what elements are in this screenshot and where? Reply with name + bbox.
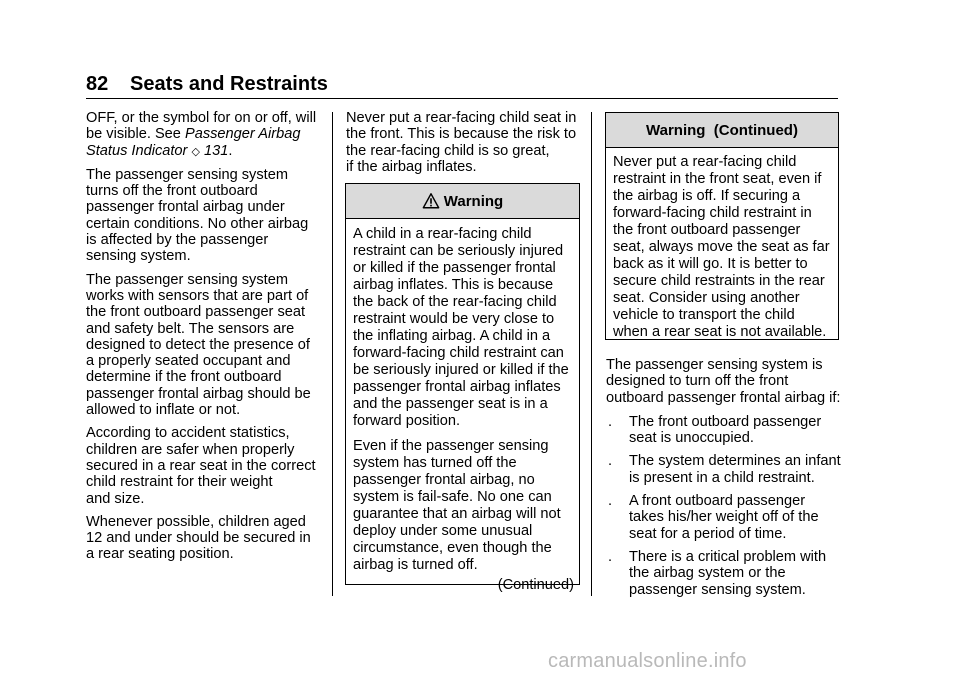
text-line: passenger sensing system. xyxy=(629,581,806,598)
text-line: allowed to inflate or not. xyxy=(86,402,241,419)
text-line: outboard passenger frontal airbag if: xyxy=(606,389,841,406)
text-line: passenger frontal airbag should be xyxy=(86,385,311,402)
text-line: A child in a rear-facing child xyxy=(353,226,532,242)
text-line: when a rear seat is not available. xyxy=(613,324,827,340)
text-line: works with sensors that are part of xyxy=(86,287,309,304)
watermark: carmanualsonline.info xyxy=(548,650,747,672)
text-line: is present in a child restraint. xyxy=(629,469,815,486)
text-line: if the airbag inflates. xyxy=(346,158,477,175)
warning-paragraph xyxy=(613,154,831,341)
text-line: The passenger sensing system is xyxy=(606,357,823,373)
warning-box xyxy=(345,183,580,593)
text-line: children are safer when properly xyxy=(86,441,295,458)
list-item-text xyxy=(629,493,819,542)
list-item xyxy=(606,453,842,486)
warning-icon xyxy=(422,192,440,210)
text-line: OFF, or the symbol for on or off, will xyxy=(86,110,317,126)
page-number: 82 xyxy=(86,73,109,95)
text-line: the rear-facing child is so great, xyxy=(346,142,550,159)
text-line: forward-facing child restraint in xyxy=(613,205,812,221)
text-line xyxy=(86,143,322,160)
text-line: vehicle to transport the child xyxy=(613,307,795,323)
text-line: designed to detect the presence of xyxy=(86,336,310,353)
text-line: the back of the rear-facing child xyxy=(353,294,557,310)
text-line: airbag is turned off. xyxy=(353,557,478,573)
text-line: The passenger sensing system xyxy=(86,271,288,288)
column-2 xyxy=(346,110,582,182)
text-line: secure child restraints in the rear xyxy=(613,273,825,289)
text-line: system has turned off the xyxy=(353,455,517,471)
text-line: There is a critical problem with xyxy=(629,548,827,565)
column-divider-left xyxy=(332,112,333,596)
text-line: Even if the passenger sensing xyxy=(353,438,549,454)
text-line: seat for a period of time. xyxy=(629,525,787,542)
paragraph-designed-to xyxy=(606,357,842,406)
text-line: passenger frontal airbag inflates xyxy=(353,379,561,395)
text-line: restraint in the front seat, even if xyxy=(613,171,822,187)
text-line xyxy=(86,126,322,142)
text-line: A front outboard passenger xyxy=(629,493,806,510)
text-line: and safety belt. The sensors are xyxy=(86,320,295,337)
warning-continued-title: Warning (Continued) xyxy=(646,121,798,139)
list-item-text xyxy=(629,453,841,486)
column-1 xyxy=(86,110,322,570)
text-line: the airbag is off. If securing a xyxy=(613,188,801,204)
text-line: passenger frontal airbag, no xyxy=(353,472,535,488)
paragraph-children-aged xyxy=(86,514,322,563)
bullet-mark: . xyxy=(608,493,613,510)
paragraph-sensing-system xyxy=(86,167,322,265)
column-divider-right xyxy=(591,112,592,596)
text-line: is affected by the passenger xyxy=(86,232,269,249)
text-line: According to accident statistics, xyxy=(86,425,290,442)
text-line: and size. xyxy=(86,490,145,507)
text-line: Never put a rear-facing child xyxy=(613,154,797,170)
bullet-mark: . xyxy=(608,548,613,565)
text-line: the front outboard passenger seat xyxy=(86,304,306,321)
text-line: 12 and under should be secured in xyxy=(86,530,311,547)
paragraph-statistics xyxy=(86,425,322,506)
text-line: system is fail-safe. No one can xyxy=(353,489,552,505)
text-line: determine if the front outboard xyxy=(86,369,282,386)
text-fragment: . xyxy=(228,142,233,159)
cross-reference-link[interactable]: Passenger Airbag xyxy=(184,126,301,143)
text-line: child restraint for their weight xyxy=(86,474,273,491)
list-item xyxy=(606,549,842,598)
warning-continued-header xyxy=(606,113,838,148)
warning-body xyxy=(346,219,579,574)
text-line: forward-facing child restraint can xyxy=(353,345,564,361)
text-line: turns off the front outboard xyxy=(86,183,258,200)
text-line: the airbag system or the xyxy=(629,565,786,582)
text-line: the front outboard passenger xyxy=(613,222,801,238)
list-item xyxy=(606,493,842,542)
text-line: a rear seating position. xyxy=(86,546,234,563)
paragraph-symbol xyxy=(86,110,322,160)
text-line: airbag inflates. This is because xyxy=(353,277,554,293)
text-line: certain conditions. No other airbag xyxy=(86,215,309,232)
text-line: secured in a rear seat in the correct xyxy=(86,457,316,474)
warning-paragraph xyxy=(353,438,572,574)
bullet-mark: . xyxy=(608,453,613,470)
text-line: and the passenger seat is in a xyxy=(353,396,548,412)
text-line: The system determines an infant xyxy=(629,453,841,470)
text-line: Whenever possible, children aged xyxy=(86,513,306,530)
list-item xyxy=(606,414,842,447)
text-line: deploy under some unusual xyxy=(353,523,533,539)
cross-reference-link[interactable]: Status Indicator xyxy=(86,142,188,159)
warning-continued-body xyxy=(606,148,838,341)
text-line: seat is unoccupied. xyxy=(629,430,754,447)
list-item-text xyxy=(629,414,821,447)
paragraph-never-put xyxy=(346,110,582,175)
text-line: restraint would be very close to xyxy=(353,311,555,327)
warning-paragraph xyxy=(353,226,572,430)
page-ref-arrow-icon: ◇ xyxy=(191,145,200,158)
column-3 xyxy=(606,357,842,605)
text-line: guarantee that an airbag will not xyxy=(353,506,561,522)
text-line: designed to turn off the front xyxy=(606,373,789,390)
warning-title: Warning xyxy=(443,192,504,210)
section-title: Seats and Restraints xyxy=(130,73,328,95)
cross-reference-page[interactable]: 131 xyxy=(204,142,229,159)
text-line: passenger frontal airbag under xyxy=(86,199,285,216)
page-header xyxy=(86,68,838,99)
text-line: The front outboard passenger xyxy=(629,413,822,430)
text-line: a properly seated occupant and xyxy=(86,353,291,370)
continued-label: (Continued) xyxy=(497,577,574,593)
list-item-text xyxy=(629,549,826,598)
text-line: circumstance, even though the xyxy=(353,540,552,556)
text-line: forward position. xyxy=(353,413,461,429)
text-line: be seriously injured or killed if the xyxy=(353,362,569,378)
text-line: back as it will go. It is better to xyxy=(613,256,808,272)
text-fragment: be visible. See xyxy=(86,126,185,143)
text-line: restraint can be seriously injured xyxy=(353,243,564,259)
paragraph-sensors xyxy=(86,272,322,419)
text-line: or killed if the passenger frontal xyxy=(353,260,556,276)
bullet-mark: . xyxy=(608,413,613,430)
text-line: Never put a rear-facing child seat in xyxy=(346,110,577,126)
warning-header xyxy=(346,184,579,219)
text-line: seat. Consider using another xyxy=(613,290,800,306)
text-line: the front. This is because the risk to xyxy=(346,126,577,143)
text-line: The passenger sensing system xyxy=(86,166,288,183)
text-line: seat, always move the seat as far xyxy=(613,239,830,255)
text-line: the inflating airbag. A child in a xyxy=(353,328,551,344)
text-line: sensing system. xyxy=(86,248,191,265)
text-line: takes his/her weight off of the xyxy=(629,509,819,526)
warning-continued-box xyxy=(605,112,839,340)
